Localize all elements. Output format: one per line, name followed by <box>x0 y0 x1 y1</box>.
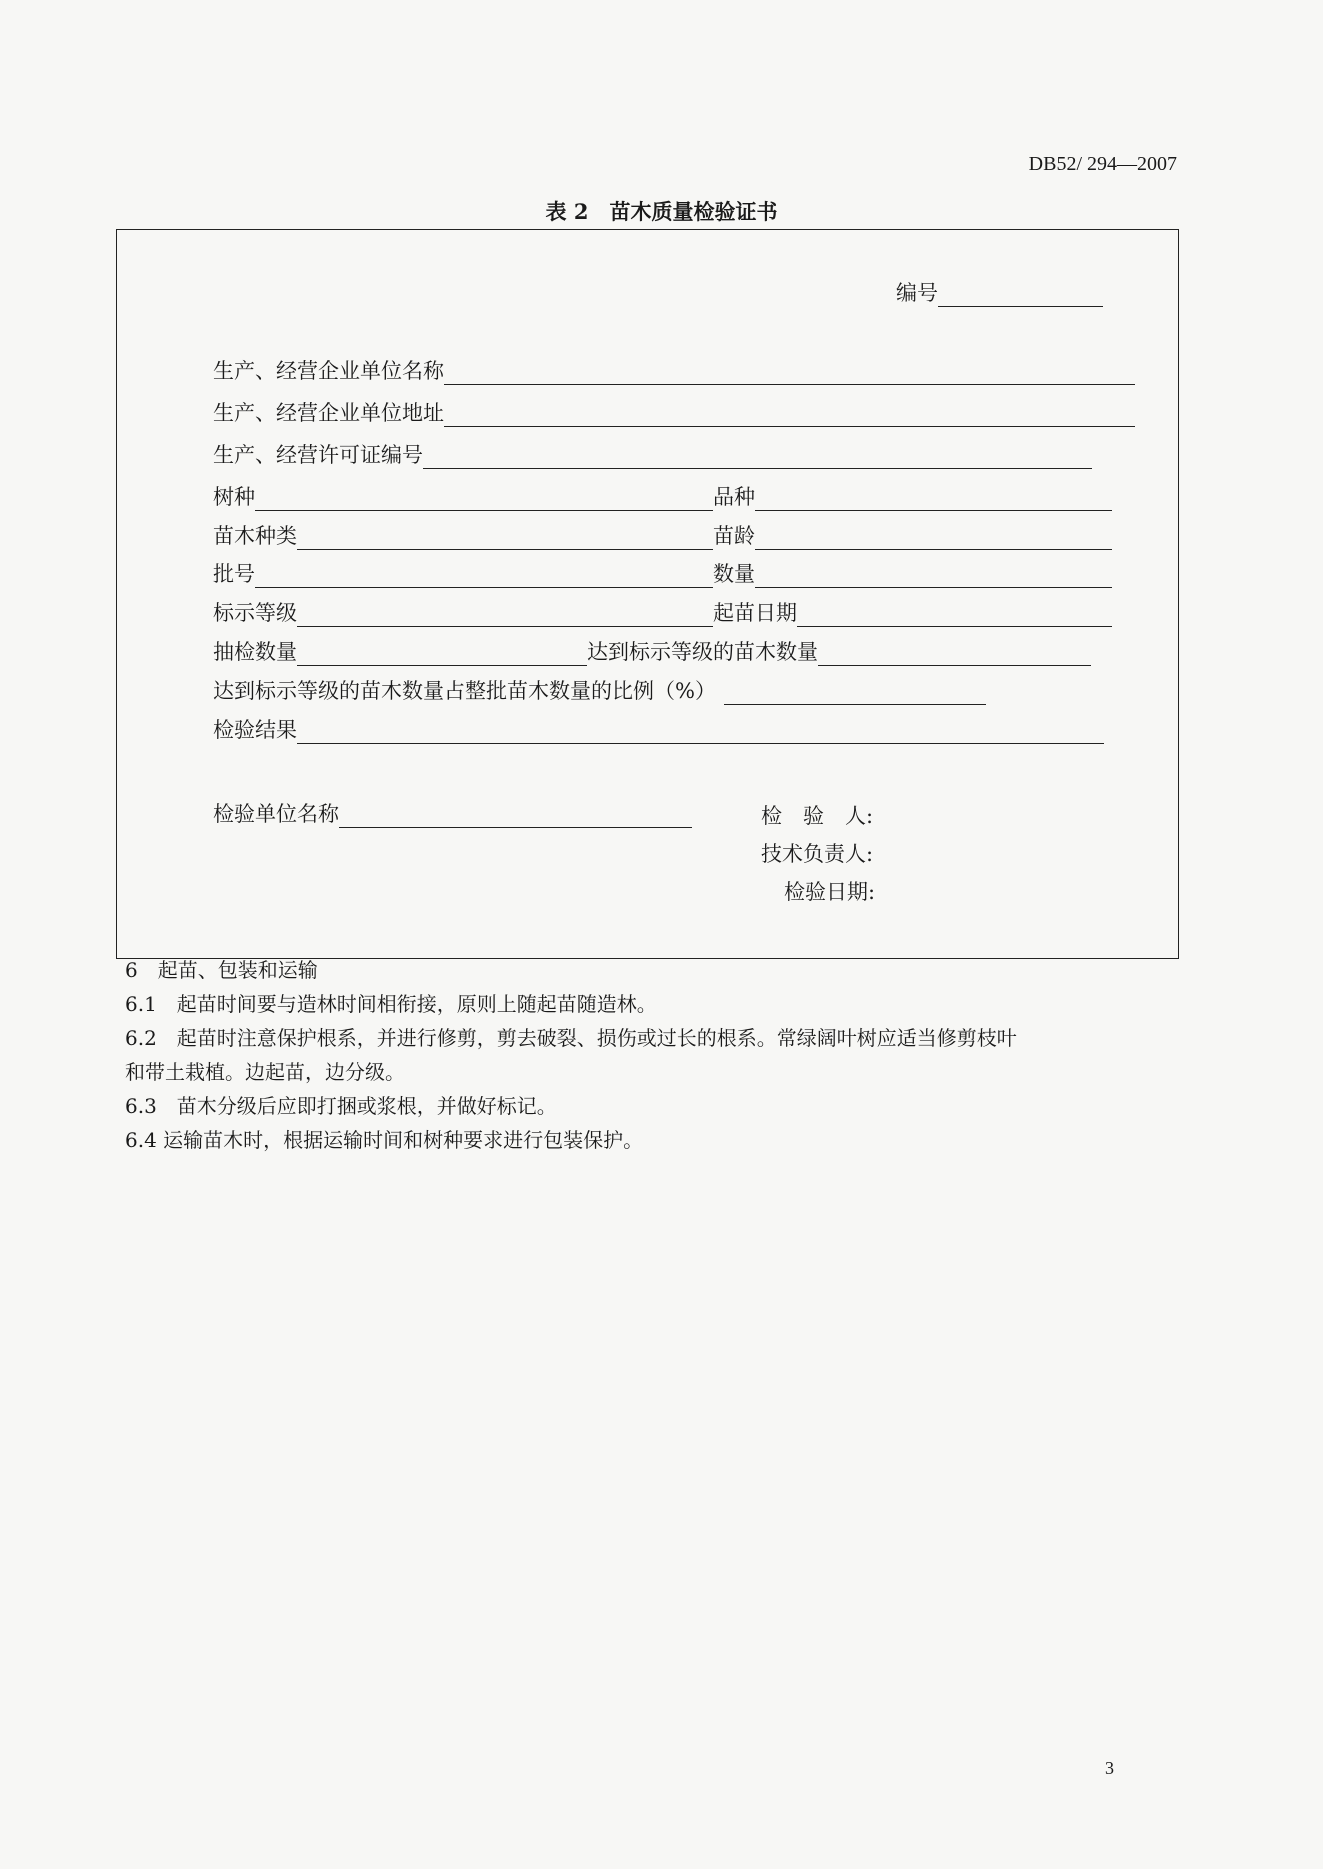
seedling-age-label: 苗龄 <box>713 524 755 548</box>
enterprise-address-label: 生产、经营企业单位地址 <box>213 401 444 425</box>
number-blank[interactable] <box>938 284 1103 307</box>
table-title: 表 2 苗木质量检验证书 <box>545 199 778 224</box>
enterprise-address-row <box>213 400 1135 427</box>
sample-row <box>213 639 1091 666</box>
lifting-date-label: 起苗日期 <box>713 601 797 625</box>
qualified-ratio-blank[interactable] <box>724 682 986 705</box>
inspection-result-blank[interactable] <box>297 721 1104 744</box>
license-label: 生产、经营许可证编号 <box>213 443 423 467</box>
seedling-type-blank[interactable] <box>297 527 713 550</box>
inspection-result-label: 检验结果 <box>213 718 297 742</box>
species-row <box>213 484 1112 511</box>
inspection-date-label: 检验日期: <box>784 880 876 904</box>
seedling-type-label: 苗木种类 <box>213 524 297 548</box>
license-blank[interactable] <box>423 446 1092 469</box>
qualified-quantity-label: 达到标示等级的苗木数量 <box>587 640 818 664</box>
technical-director-row <box>761 841 873 868</box>
seedling-age-blank[interactable] <box>755 527 1112 550</box>
enterprise-name-row <box>213 358 1135 385</box>
sample-quantity-blank[interactable] <box>297 643 587 666</box>
variety-label: 品种 <box>713 485 755 509</box>
variety-blank[interactable] <box>755 488 1112 511</box>
batch-row <box>213 561 1112 588</box>
enterprise-name-blank[interactable] <box>444 362 1135 385</box>
marked-grade-label: 标示等级 <box>213 601 297 625</box>
ratio-row <box>213 678 986 705</box>
section-heading: 6 起苗、包装和运输 <box>125 958 318 982</box>
unit-row <box>213 801 692 828</box>
paragraph-6-2-line2: 和带土栽植。边起苗，边分级。 <box>125 1060 405 1084</box>
marked-grade-blank[interactable] <box>297 604 713 627</box>
inspection-unit-label: 检验单位名称 <box>213 802 339 826</box>
page-number: 3 <box>1105 1758 1114 1778</box>
grade-row <box>213 600 1112 627</box>
license-row <box>213 442 1092 469</box>
inspector-row <box>761 803 873 830</box>
standard-code: DB52/ 294—2007 <box>1028 153 1177 175</box>
enterprise-name-label: 生产、经营企业单位名称 <box>213 359 444 383</box>
batch-number-blank[interactable] <box>255 565 713 588</box>
quantity-label: 数量 <box>713 562 755 586</box>
qualified-quantity-blank[interactable] <box>818 643 1091 666</box>
certificate-form <box>116 229 1179 959</box>
inspection-unit-blank[interactable] <box>339 805 692 828</box>
number-row <box>896 280 1103 307</box>
lifting-date-blank[interactable] <box>797 604 1112 627</box>
result-row <box>213 717 1104 744</box>
paragraph-6-1: 6.1 起苗时间要与造林时间相衔接，原则上随起苗随造林。 <box>125 992 657 1016</box>
paragraph-6-4: 6.4 运输苗木时，根据运输时间和树种要求进行包装保护。 <box>125 1128 644 1152</box>
sample-quantity-label: 抽检数量 <box>213 640 297 664</box>
technical-director-label: 技术负责人: <box>761 842 874 866</box>
batch-number-label: 批号 <box>213 562 255 586</box>
paragraph-6-3: 6.3 苗木分级后应即打捆或浆根，并做好标记。 <box>125 1094 557 1118</box>
tree-species-label: 树种 <box>213 485 255 509</box>
paragraph-6-2-line1: 6.2 起苗时注意保护根系，并进行修剪，剪去破裂、损伤或过长的根系。常绿阔叶树应适当修剪枝叶 <box>125 1026 1017 1050</box>
seedling-type-row <box>213 523 1112 550</box>
number-label: 编号 <box>896 281 938 305</box>
inspection-date-row <box>784 879 875 906</box>
inspector-label: 检 验 人: <box>761 804 874 828</box>
enterprise-address-blank[interactable] <box>444 404 1135 427</box>
quantity-blank[interactable] <box>755 565 1112 588</box>
qualified-ratio-label: 达到标示等级的苗木数量占整批苗木数量的比例（%） <box>213 679 716 703</box>
tree-species-blank[interactable] <box>255 488 713 511</box>
